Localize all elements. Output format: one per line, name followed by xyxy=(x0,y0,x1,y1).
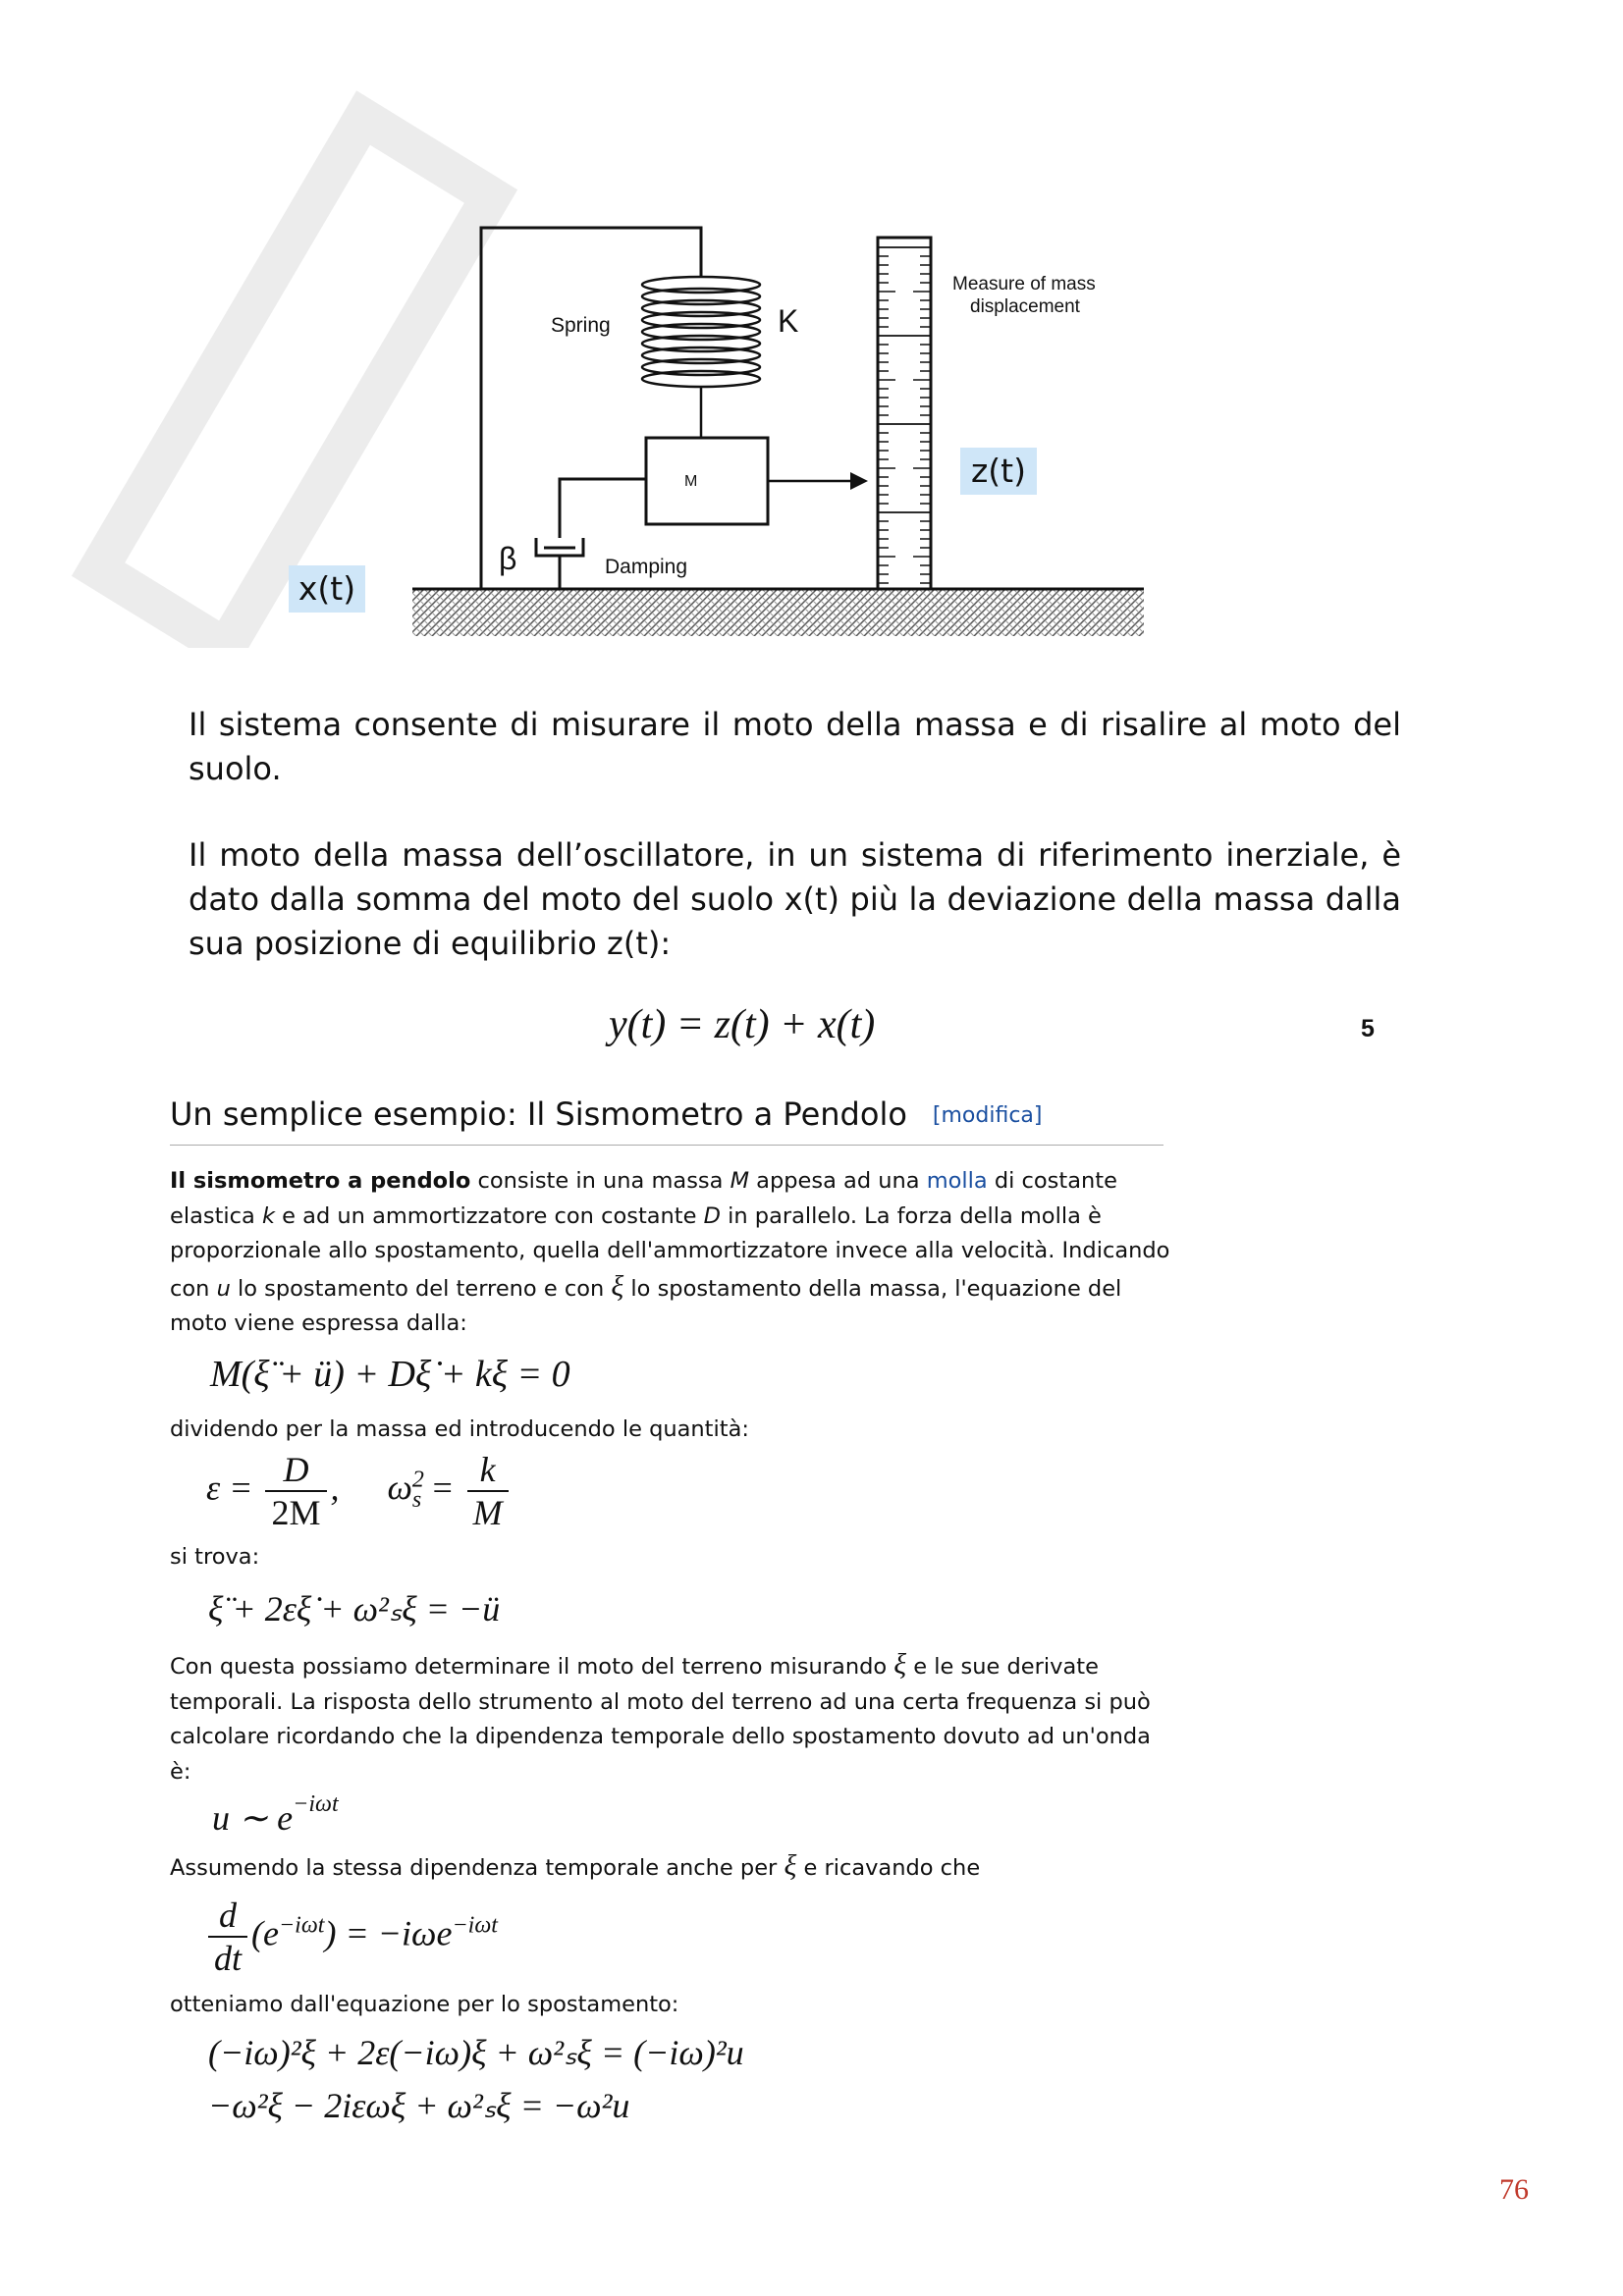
slide-paragraph-1: Il sistema consente di misurare il moto della massa e di risalire al moto del suolo. xyxy=(189,706,1401,787)
eps-fraction xyxy=(265,1449,326,1533)
assumendo-text: e ricavando che xyxy=(796,1855,981,1881)
slide-number: 5 xyxy=(1361,1015,1375,1042)
wave-exponent: −iωt xyxy=(293,1791,339,1817)
edit-link[interactable]: [modifica] xyxy=(932,1103,1043,1128)
derivative-fraction xyxy=(208,1895,247,1979)
paragraph-assumendo xyxy=(170,1848,1171,1887)
spring-constant-label: K xyxy=(778,303,799,339)
equation-derivative xyxy=(204,1895,498,1979)
intro-paragraph xyxy=(170,1164,1171,1342)
var-m: M xyxy=(730,1168,750,1194)
eps-den: 2M xyxy=(271,1493,321,1532)
text-otteniamo: otteniamo dall'equazione per lo spostamento: xyxy=(170,1992,679,2017)
equation-final-1: (−iω)²ξ + 2ε(−iω)ξ + ω²ₛξ = (−iω)²u xyxy=(208,2033,744,2072)
equation-motion: M(ξ̈ + ü) + Dξ̇ + kξ = 0 xyxy=(210,1354,570,1395)
ground-motion-label: x(t) xyxy=(289,565,365,613)
omega-fraction xyxy=(467,1449,509,1533)
intro-text: in parallelo. La forza della molla è proporzionale allo spostamento, quella dell'ammortizzatore invece alla velocità. Indicando con xyxy=(170,1202,1170,1302)
mass-label: M xyxy=(684,473,698,490)
equation-final-2: −ω²ξ − 2iεωξ + ω²ₛξ = −ω²u xyxy=(208,2086,630,2125)
intro-text: appesa ad una xyxy=(749,1168,927,1194)
seismometer-diagram xyxy=(0,0,1623,667)
deriv-rhs-exponent: −iωt xyxy=(452,1912,498,1939)
paragraph-derivate xyxy=(170,1647,1171,1789)
spring xyxy=(642,277,760,438)
deriv-rest: (e xyxy=(251,1913,279,1953)
omega-sub: s xyxy=(411,1487,422,1514)
deriv-rhs: ) = −iωe xyxy=(324,1913,453,1953)
equation-normalized: ξ̈ + 2εξ̇ + ω²ₛξ = −ü xyxy=(208,1589,501,1629)
damping-label: Damping xyxy=(605,556,688,578)
omega-sup: 2 xyxy=(411,1467,424,1493)
measure-label-line1: Measure of mass xyxy=(952,274,1096,294)
measure-label-line2: displacement xyxy=(970,296,1080,317)
slide-equation: y(t) = z(t) + x(t) xyxy=(609,1002,876,1047)
wiki-heading xyxy=(170,1095,1163,1146)
slide-paragraph-2: Il moto della massa dell’oscillatore, in un sistema di riferimento inerziale, è dato dalla somma del moto del suolo x(t) più la deviazione della massa dalla sua posizione di equilibrio z(t): xyxy=(189,836,1401,962)
equation-quantities: ε = $\frac{D}{2M}$ , $\omega^2_s$ = $\frac{k}{M}$ xyxy=(206,1449,513,1533)
intro-text: e ad un ammortizzatore con costante xyxy=(275,1202,704,1229)
omega-lhs: ω xyxy=(387,1468,412,1508)
derivate-text: e le sue derivate temporali. La risposta dello strumento al moto del terreno ad una certa frequenza si può calcolare ricordando che la dipendenza temporale dello spostamento dovuto ad un'onda è: xyxy=(170,1654,1151,1785)
intro-text: consiste in una massa xyxy=(470,1168,730,1194)
equation-wave xyxy=(212,1791,339,1839)
assumendo-text: Assumendo la stessa dipendenza temporale anche per xyxy=(170,1855,784,1881)
wave-base: u ∼ e xyxy=(212,1798,294,1838)
text-dividing: dividendo per la massa ed introducendo le quantità: xyxy=(170,1416,749,1442)
measurement-scale xyxy=(878,238,931,589)
page-number: 76 xyxy=(1499,2173,1529,2206)
var-k: k xyxy=(262,1202,276,1229)
mass-block xyxy=(646,438,768,524)
spring-label: Spring xyxy=(551,314,611,337)
omega-num: k xyxy=(467,1449,509,1492)
deriv-den: dt xyxy=(214,1939,243,1978)
text-si-trova: si trova: xyxy=(170,1544,260,1570)
intro-text: di costante elastica xyxy=(170,1168,1117,1229)
frame xyxy=(481,228,701,589)
var-xi: ξ xyxy=(784,1849,797,1882)
intro-bold: Il sismometro a pendolo xyxy=(170,1168,471,1194)
wiki-heading-text: Un semplice esempio: Il Sismometro a Pendolo xyxy=(170,1095,907,1133)
molla-link[interactable]: molla xyxy=(926,1168,988,1194)
deriv-exponent: −iωt xyxy=(278,1912,325,1939)
damping-symbol: β xyxy=(499,541,517,576)
omega-equals: = xyxy=(430,1468,455,1508)
deriv-num: d xyxy=(208,1895,247,1938)
derivate-text: Con questa possiamo determinare il moto del terreno misurando xyxy=(170,1654,894,1680)
omega-den: M xyxy=(472,1493,503,1532)
var-u: u xyxy=(216,1275,231,1302)
eps-num: D xyxy=(265,1449,326,1492)
ground xyxy=(412,589,1144,636)
intro-text: lo spostamento della massa, l'equazione del moto viene espressa dalla: xyxy=(170,1275,1122,1336)
var-d: D xyxy=(703,1202,721,1229)
var-xi: ξ xyxy=(611,1269,624,1303)
eps-lhs: ε = xyxy=(206,1468,253,1508)
intro-text: lo spostamento del terreno e con xyxy=(230,1275,612,1302)
var-xi: ξ xyxy=(893,1648,907,1681)
mass-deviation-label: z(t) xyxy=(960,448,1037,495)
